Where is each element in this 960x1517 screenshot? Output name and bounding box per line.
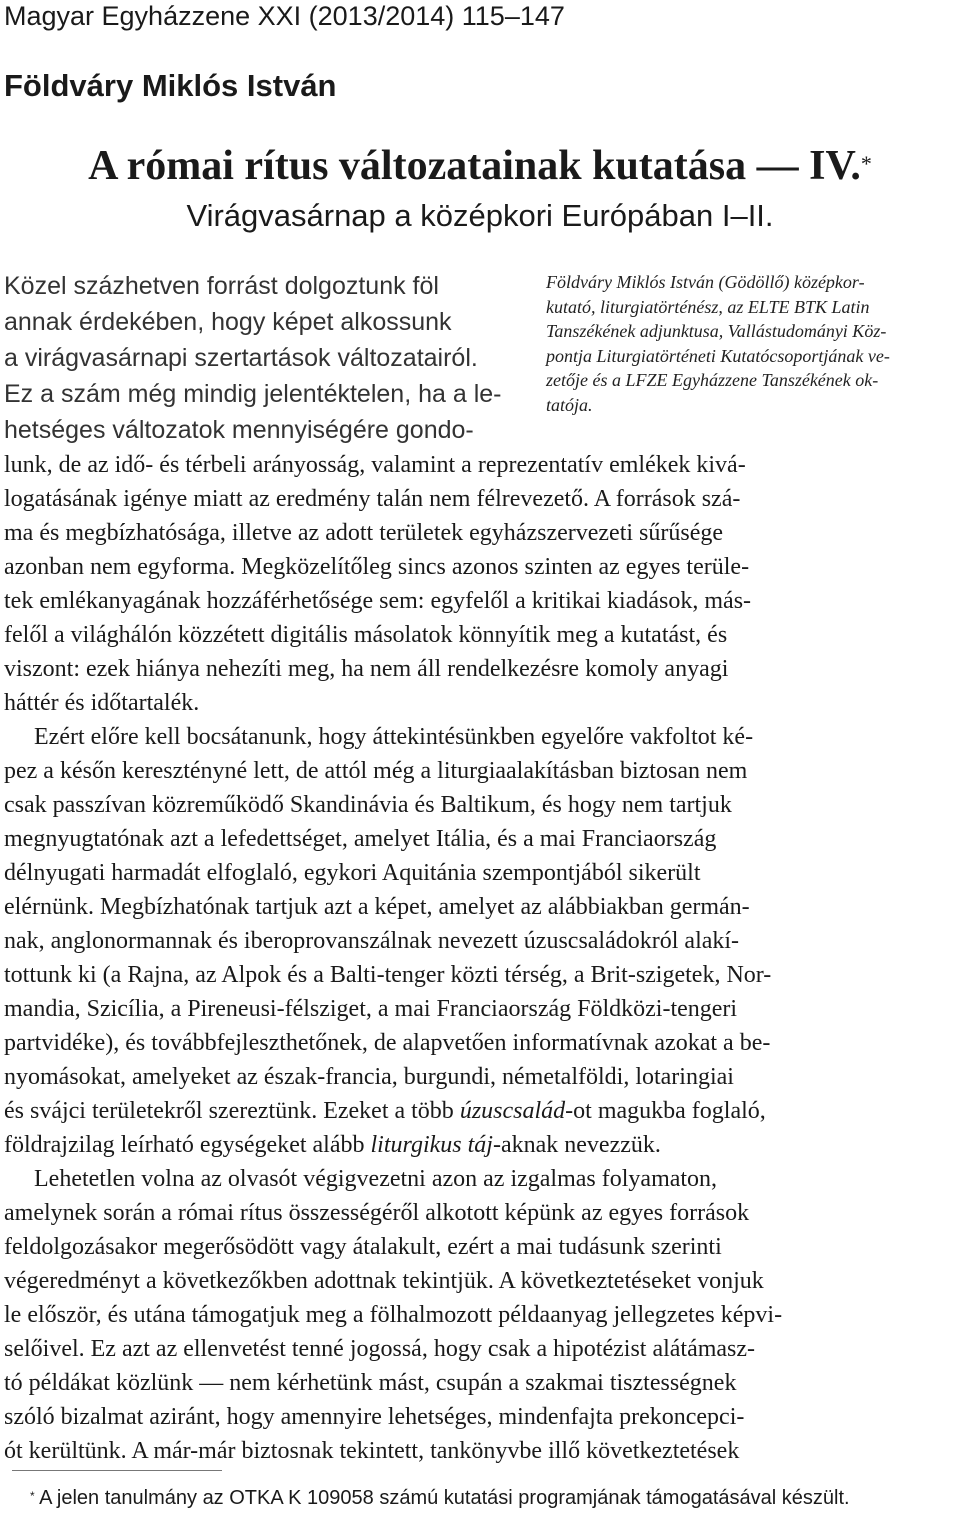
body-line: nyomásokat, amelyeket az észak-francia, burgundi, németalföldi, lotaringiai <box>4 1064 734 1090</box>
body-line: megnyugtatónak azt a lefedettséget, amelyet Itália, és a mai Franciaország <box>4 826 717 852</box>
body-line: elérnünk. Megbízhatónak tartjuk azt a képet, amelyet az alábbiakban germán- <box>4 894 750 920</box>
body-line: ma és megbízhatósága, illetve az adott területek egyházszervezeti sűrűsége <box>4 520 724 546</box>
author-name: Földváry Miklós István <box>4 68 337 103</box>
body-text <box>4 448 956 1468</box>
body-line: nak, anglonormannak és iberoprovanszálnak nevezett úzuscsaládokról alakí- <box>4 928 740 954</box>
footnote-divider <box>12 1470 222 1471</box>
body-line: tottunk ki (a Rajna, az Alpok és a Balti-tenger közti térség, a Brit-szigetek, Nor- <box>4 962 772 988</box>
text-span: -aknak nevezzük. <box>492 1132 661 1158</box>
lead-line: Ez a szám még mindig jelentéktelen, ha a le- <box>4 380 502 408</box>
body-line: csak passzívan közreműködő Skandinávia és Baltikum, és hogy nem tartjuk <box>4 792 732 818</box>
bio-line: kutató, liturgiatörténész, az ELTE BTK Latin <box>546 296 870 317</box>
body-line: amelynek során a római rítus összességéről alkotott képünk az egyes források <box>4 1200 750 1226</box>
lead-paragraph <box>4 268 526 448</box>
term-liturgikus-taj: liturgikus táj <box>370 1132 493 1158</box>
body-line: le először, és utána támogatjuk meg a fölhalmozott példaanyag jellegzetes képvi- <box>4 1302 783 1328</box>
body-line <box>4 1128 956 1162</box>
body-line <box>4 1094 956 1128</box>
body-line: pez a későn keresztényné lett, de attól még a liturgiaalakításban biztosan nem <box>4 758 748 784</box>
lead-line: a virágvasárnapi szertartások változatairól. <box>4 344 478 372</box>
article-subtitle: Virágvasárnap a középkori Európában I–II. <box>186 198 774 233</box>
title-footnote-mark: * <box>860 151 872 176</box>
term-uzuscsalad: úzuscsalád <box>459 1098 566 1124</box>
body-line: délnyugati harmadát elfoglaló, egykori Aquitánia szempontjából sikerült <box>4 860 701 886</box>
body-line: Lehetetlen volna az olvasót végigvezetni azon az izgalmas folyamaton, <box>34 1166 718 1192</box>
bio-line: Tanszékének adjunktusa, Vallástudományi Köz- <box>546 321 887 341</box>
body-line: feldolgozásakor megerősödött vagy átalakult, ezért a mai tudásunk szerinti <box>4 1234 722 1260</box>
body-line: azonban nem egyforma. Megközelítőleg sincs azonos szinten az egyes terüle- <box>4 554 750 580</box>
author-bio <box>546 270 958 417</box>
bio-line: zetője és a LFZE Egyházzene Tanszékének ok- <box>546 370 879 390</box>
body-line: partvidéke), és továbbfejleszthetőnek, de alapvetően informatívnak azokat a be- <box>4 1030 771 1056</box>
body-line: viszont: ezek hiánya nehezíti meg, ha nem áll rendelkezésre komoly anyagi <box>4 656 729 682</box>
body-line: lunk, de az idő- és térbeli arányosság, valamint a reprezentatív emlékek kivá- <box>4 452 746 478</box>
footnote-text: A jelen tanulmány az OTKA K 109058 számú kutatási programjának támogatásával készült. <box>39 1487 850 1509</box>
body-line: logatásának igénye miatt az eredmény talán nem félrevezető. A források szá- <box>4 486 741 512</box>
body-line: selőivel. Ez azt az ellenvetést tenné jogossá, hogy csak a hipotézist alátámasz- <box>4 1336 756 1362</box>
body-line: tó példákat közlünk — nem kérhetünk mást, csupán a szakmai tisztességnek <box>4 1370 737 1396</box>
body-line: szóló bizalmat aziránt, hogy amennyire lehetséges, mindenfajta prekoncepci- <box>4 1404 745 1430</box>
bio-line: Földváry Miklós István (Gödöllő) középkor- <box>546 272 865 292</box>
lead-line: annak érdekében, hogy képet alkossunk <box>4 308 452 336</box>
body-line: végeredményt a következőkben adottnak tekintjük. A következtetéseket vonjuk <box>4 1268 764 1294</box>
footnote-mark: * <box>30 1489 35 1503</box>
article-title <box>0 140 960 192</box>
journal-citation: Magyar Egyházzene XXI (2013/2014) 115–147 <box>4 1 565 31</box>
text-span: és svájci területekről szereztünk. Ezeket a több <box>4 1098 460 1124</box>
title-text: A római rítus változatainak kutatása — IV. <box>88 143 861 189</box>
body-line: Ezért előre kell bocsátanunk, hogy áttekintésünkben egyelőre vakfoltot ké- <box>34 724 754 750</box>
bio-line: pontja Liturgiatörténeti Kutatócsoportjának ve- <box>546 345 890 366</box>
text-span: -ot magukba foglaló, <box>565 1098 766 1124</box>
bio-line: tatója. <box>546 394 593 415</box>
lead-line: Közel százhetven forrást dolgoztunk föl <box>4 272 439 300</box>
body-line: ót kerültünk. A már-már biztosnak tekintett, tankönyvbe illő következtetések <box>4 1438 740 1464</box>
body-line: tek emlékanyagának hozzáférhetősége sem: egyfelől a kritikai kiadások, más- <box>4 588 752 614</box>
body-line: mandia, Szicília, a Pireneusi-félsziget, a mai Franciaország Földközi-tengeri <box>4 996 738 1022</box>
body-line: felől a világhálón közzétett digitális másolatok könnyítik meg a kutatást, és <box>4 622 728 648</box>
body-line: háttér és időtartalék. <box>4 690 200 716</box>
footnote <box>30 1484 850 1512</box>
text-span: földrajzilag leírható egységeket alább <box>4 1132 371 1158</box>
lead-line: hetséges változatok mennyiségére gondo- <box>4 416 474 444</box>
